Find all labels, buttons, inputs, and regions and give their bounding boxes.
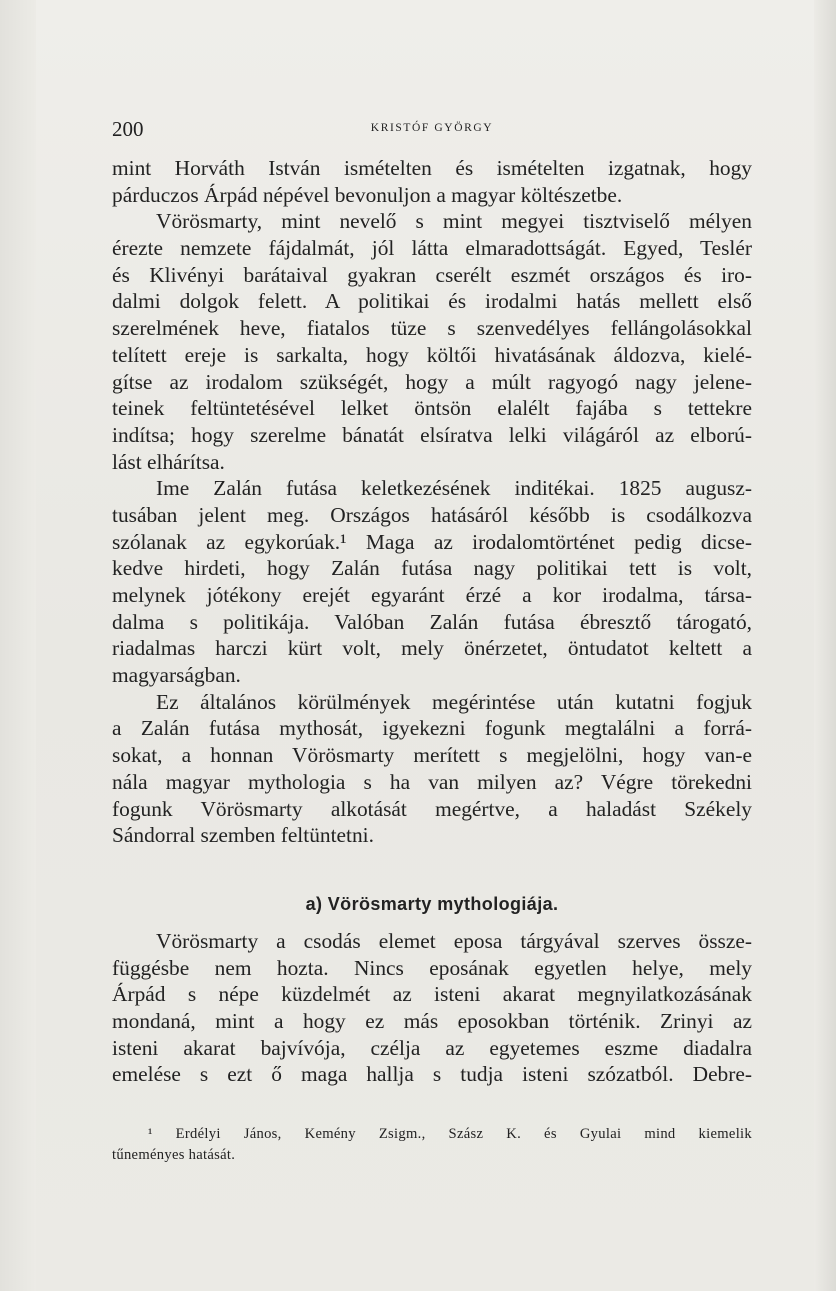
- text-line: lást elhárítsa.: [112, 449, 225, 474]
- text-line: Ez általános körülmények megérintése után kutatni fogjuk: [156, 689, 752, 714]
- text-line: Vörösmarty a csodás elemet eposa tárgyával szerves össze-: [156, 929, 752, 953]
- text-line: teinek feltüntetésével lelket öntsön elalélt fajába s tettekre: [112, 396, 752, 421]
- page-edge-right: [814, 0, 836, 1291]
- text-line: melynek jótékony erejét egyaránt érzé a kor irodalma, társa-: [112, 583, 752, 607]
- text-line: Sándorral szemben feltüntetni.: [112, 823, 374, 848]
- text-line: szólanak az egykorúak.¹ Maga az irodalomtörténet pedig dicse-: [112, 529, 752, 554]
- text-line: kedve hirdeti, hogy Zalán futása nagy politikai tett is volt,: [112, 556, 752, 581]
- footnote-line: tűneményes hatását.: [112, 1147, 236, 1163]
- text-line: gítse az irodalom szükségét, hogy a múlt ragyogó nagy jelene-: [112, 369, 752, 394]
- section-heading: a) Vörösmarty mythologiája.: [305, 894, 559, 914]
- text-line: Vörösmarty, mint nevelő s mint megyei tisztviselő mélyen: [156, 209, 752, 234]
- text-line: Ime Zalán futása keletkezésének inditékai. 1825 augusz-: [156, 476, 752, 501]
- text-line: riadalmas harczi kürt volt, mely önérzetet, öntudatot keltett a: [112, 636, 752, 661]
- text-line: párduczos Árpád népével bevonuljon a magyar költészetbe.: [112, 182, 623, 207]
- running-title: KRISTÓF GYÖRGY: [370, 122, 494, 134]
- text-line: mondaná, mint a hogy ez más eposokban történik. Zrinyi az: [112, 1009, 752, 1034]
- text-line: tusában jelent meg. Országos hatásáról később is csodálkozva: [112, 502, 752, 527]
- text-line: emelése s ezt ő maga hallja s tudja isteni szózatból. Debre-: [112, 1062, 752, 1087]
- text-line: isteni akarat bajvívója, czélja az egyetemes eszme diadalra: [112, 1035, 752, 1060]
- text-line: indítsa; hogy szerelme bánatát elsíratva lelki világáról az elború-: [112, 422, 752, 447]
- text-line: dalmi dolgok felett. A politikai és irodalmi hatás mellett első: [112, 289, 752, 314]
- text-line: nála magyar mythologia s ha van milyen az? Végre törekedni: [112, 769, 752, 794]
- text-line: dalma s politikája. Valóban Zalán futása ébresztő tárogató,: [112, 609, 752, 634]
- page-edge-left: [0, 0, 36, 1291]
- page-number: 200: [112, 117, 144, 141]
- running-head: [112, 117, 752, 145]
- footnote: [112, 1124, 752, 1166]
- text-line: mint Horváth István ismételten és ismételten izgatnak, hogy: [112, 156, 752, 180]
- footnote-line: ¹ Erdélyi János, Kemény Zsigm., Szász K. és Gyulai mind kiemelik: [148, 1126, 752, 1142]
- body-text: [112, 155, 752, 849]
- text-line: Árpád s népe küzdelmét az isteni akarat megnyilatkozásának: [112, 982, 752, 1007]
- text-line: fogunk Vörösmarty alkotását megértve, a haladást Székely: [112, 796, 752, 821]
- text-line: érezte nemzete fájdalmát, jól látta elmaradottságát. Egyed, Teslér: [112, 236, 752, 261]
- section-text: [112, 928, 752, 1088]
- text-line: sokat, a honnan Vörösmarty merített s megjelölni, hogy van-e: [112, 743, 752, 768]
- text-line: telített ereje is sarkalta, hogy költői hivatásának áldozva, kielé-: [112, 342, 752, 367]
- text-line: függésbe nem hozta. Nincs eposának egyetlen helye, mely: [112, 955, 752, 980]
- text-line: és Klivényi barátaival gyakran cserélt eszmét országos és iro-: [112, 262, 752, 287]
- text-line: magyarságban.: [112, 663, 241, 688]
- text-line: szerelmének heve, fiatalos tüze s szenvedélyes fellángolásokkal: [112, 316, 752, 341]
- text-line: a Zalán futása mythosát, igyekezni fogunk megtalálni a forrá-: [112, 716, 752, 741]
